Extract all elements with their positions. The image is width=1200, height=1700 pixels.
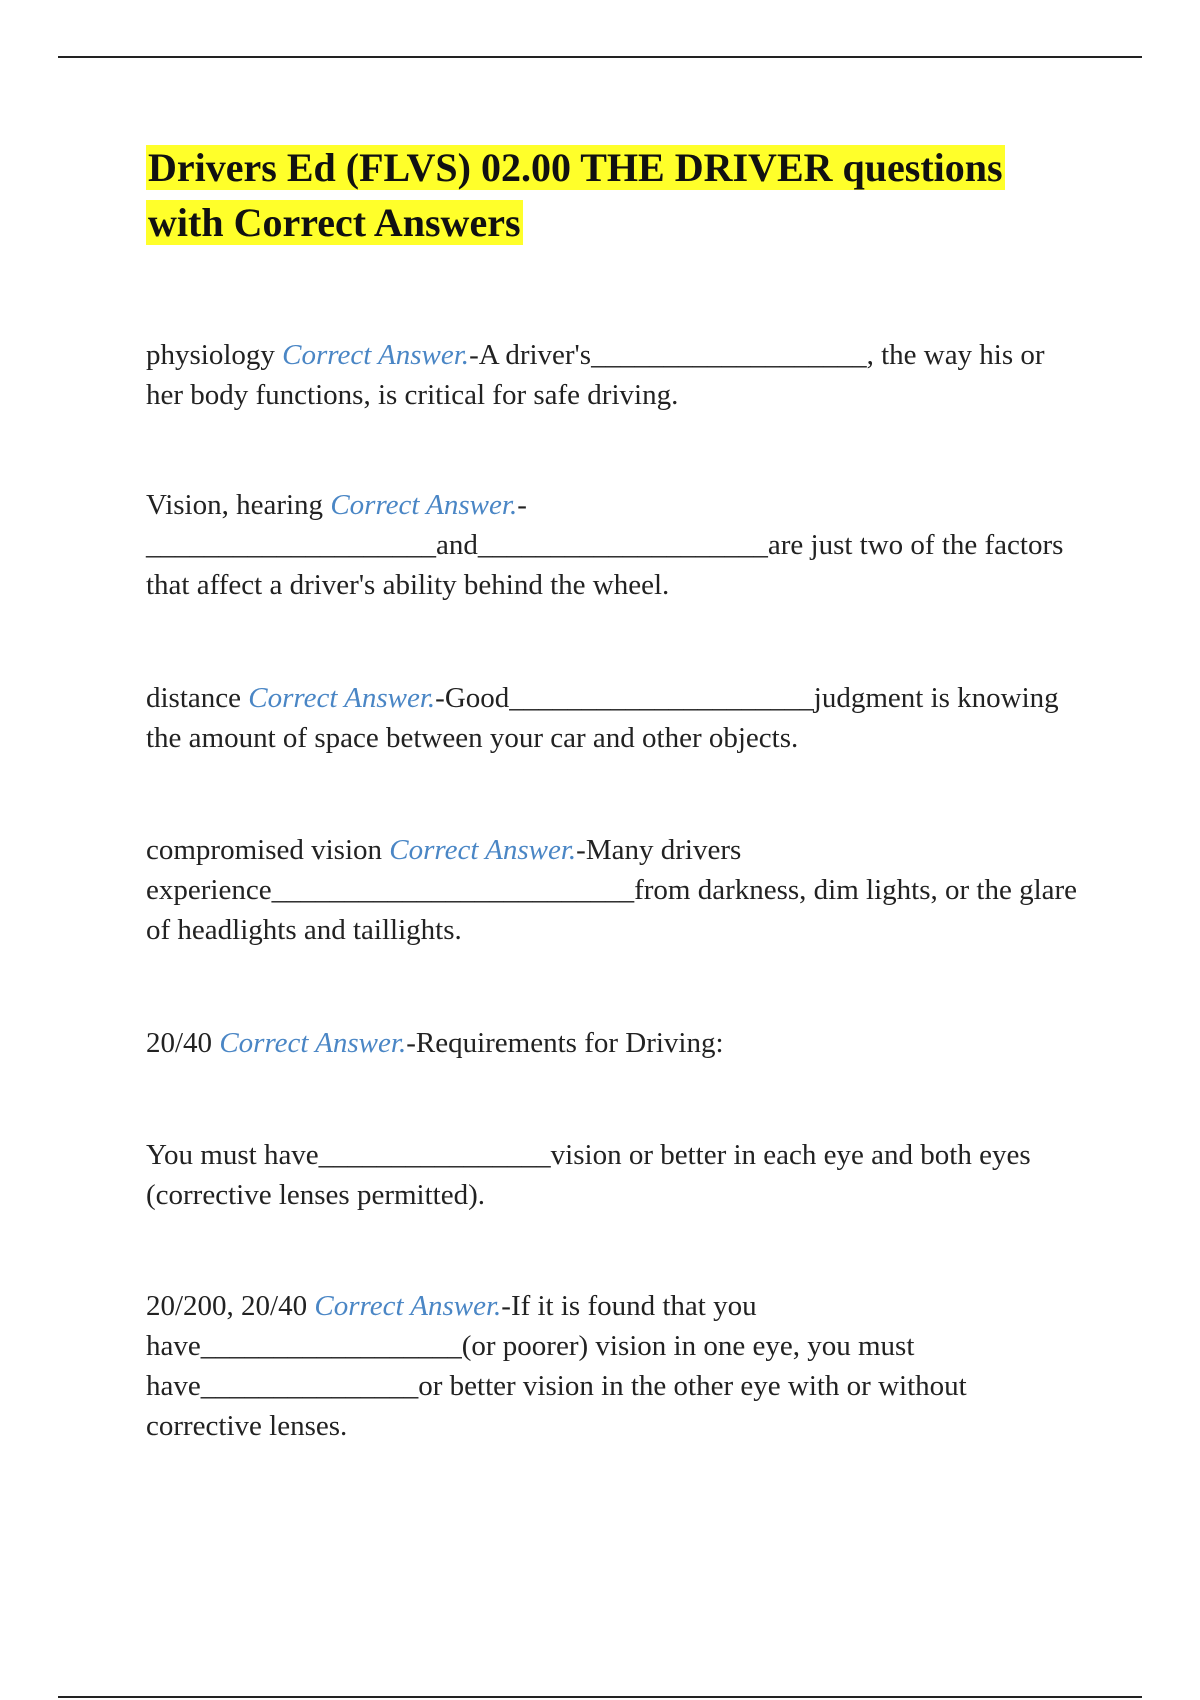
qa-item-5: [146, 1023, 1086, 1063]
qa-item-3: [146, 678, 1086, 758]
qa-prompt: -____________________and____________________are just two of the factors that affect a driver's ability behind the wheel.: [146, 489, 1064, 601]
document-body: [146, 140, 1086, 1442]
qa-item-2: [146, 485, 1086, 605]
qa-item-7: [146, 1286, 1086, 1446]
header-rule: [58, 56, 1142, 58]
footer-rule: [58, 1696, 1142, 1698]
qa-item-1: [146, 335, 1086, 415]
qa-term: 20/40: [146, 1027, 213, 1059]
qa-term: physiology: [146, 339, 275, 371]
qa-prompt: -Requirements for Driving:: [406, 1027, 724, 1059]
title-highlight: Drivers Ed (FLVS) 02.00 THE DRIVER questions with Correct Answers: [148, 145, 1003, 245]
qa-prompt: -Good_____________________judgment is knowing the amount of space between your car and other objects.: [146, 682, 1059, 754]
answer-marker: Correct Answer.: [219, 1027, 407, 1059]
qa-term: Vision, hearing: [146, 489, 324, 521]
answer-marker: Correct Answer.: [389, 834, 577, 866]
qa-term: 20/200, 20/40: [146, 1290, 308, 1322]
qa-term: compromised vision: [146, 834, 383, 866]
document-title: [146, 140, 1086, 250]
answer-marker: Correct Answer.: [330, 489, 518, 521]
qa-prompt: -Many drivers experience_________________________from darkness, dim lights, or the glare of headlights and taillights.: [146, 834, 1078, 946]
qa-item-6: [146, 1135, 1086, 1215]
qa-prompt: You must have________________vision or better in each eye and both eyes (corrective lenses permitted).: [146, 1139, 1031, 1211]
qa-prompt: -A driver's___________________, the way his or her body functions, is critical for safe driving.: [146, 339, 1045, 411]
qa-term: distance: [146, 682, 242, 714]
answer-marker: Correct Answer.: [248, 682, 436, 714]
qa-item-4: [146, 830, 1086, 950]
answer-marker: Correct Answer.: [314, 1290, 502, 1322]
qa-prompt: -If it is found that you have__________________(or poorer) vision in one eye, you must have_______________or better vision in the other eye with or without corrective lenses.: [146, 1290, 967, 1442]
answer-marker: Correct Answer.: [282, 339, 470, 371]
